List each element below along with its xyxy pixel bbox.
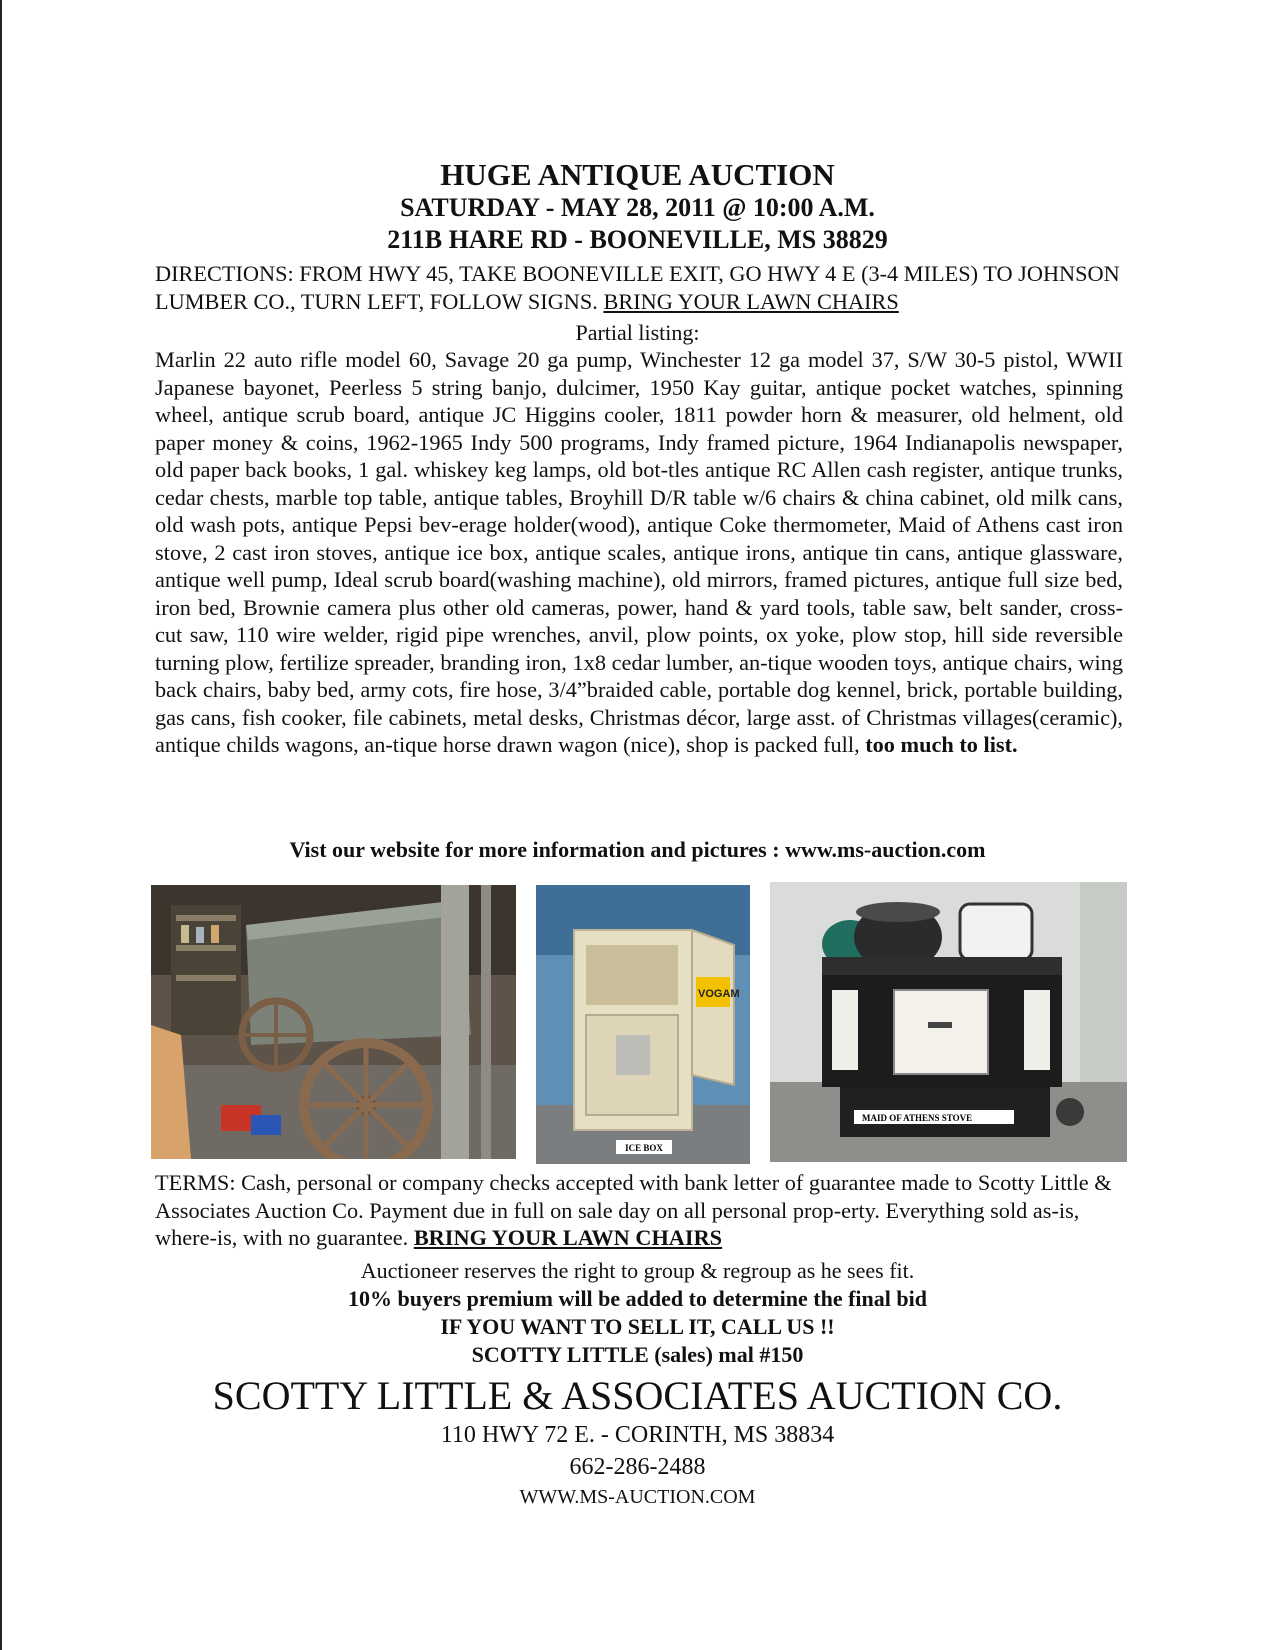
auctioneer-reserve-note: Auctioneer reserves the right to group & regroup as he sees fit. — [360, 1258, 915, 1283]
partial-listing-heading: Partial listing: — [575, 320, 700, 345]
sell-call-us: IF YOU WANT TO SELL IT, CALL US !! — [440, 1314, 835, 1339]
company-name: SCOTTY LITTLE & ASSOCIATES AUCTION CO. — [212, 1373, 1063, 1418]
wagon-photo — [151, 885, 516, 1159]
icebox-photo — [536, 885, 750, 1164]
company-website: WWW.MS-AUCTION.COM — [519, 1486, 756, 1508]
sales-contact: SCOTTY LITTLE (sales) mal #150 — [471, 1342, 804, 1367]
icebox-sign-text: VOGAM — [698, 988, 740, 1000]
terms-bring-chairs: BRING YOUR LAWN CHAIRS — [413, 1225, 723, 1250]
company-phone: 662-286-2488 — [569, 1454, 706, 1480]
item-listing-text: Marlin 22 auto rifle model 60, Savage 20 ga pump, Winchester 12 ga model 37, S/W 30-5 pistol, WWII Japanese bayonet, Peerless 5 string banjo, dulcimer, 1950 Kay guitar, antique pocket watches, spinning wheel, antique scrub board, antique JC Higgins cooler, 1811 powder horn & measurer, old helment, old paper money & coins, 1962-1965 Indy 500 programs, Indy framed picture, 1964 Indianapolis newspaper, old paper back books, 1 gal. whiskey keg lamps, old bot-tles antique RC Allen cash register, antique trunks, cedar chests, marble top table, antique tables, Broyhill D/R table w/6 chairs & china cabinet, old milk cans, old wash pots, antique Pepsi bev-erage holder(wood), antique Coke thermometer, Maid of Athens cast iron stove, 2 cast iron stoves, antique ice box, antique scales, antique irons, antique tin cans, antique glassware, antique well pump, Ideal scrub board(washing machine), old mirrors, framed pictures, antique full size bed, iron bed, Brownie camera plus other old cameras, power, hand & yard tools, table saw, belt sander, cross-cut saw, 110 wire welder, rigid pipe wrenches, anvil, plow points, ox yoke, plow stop, hill side reversible turning plow, fertilize spreader, branding iron, 1x8 cedar lumber, an-tique wooden toys, antique chairs, wing back chairs, baby bed, army cots, fire hose, 3/4”braided cable, portable dog kennel, brick, portable building, gas cans, fish cooker, file cabinets, metal desks, Christmas décor, large asst. of Christmas villages(ceramic), antique childs wagons, an-tique horse drawn wagon (nice), shop is packed full, — [155, 347, 1123, 757]
auction-address: 211B HARE RD - BOONEVILLE, MS 38829 — [387, 225, 888, 254]
item-listing — [155, 346, 1123, 759]
company-address: 110 HWY 72 E. - CORINTH, MS 38834 — [440, 1422, 835, 1448]
icebox-label: ICE BOX — [625, 1143, 663, 1153]
too-much-to-list: too much to list. — [865, 732, 1018, 757]
website-line: Vist our website for more information and pictures : www.ms-auction.com — [289, 837, 986, 862]
terms — [155, 1169, 1123, 1252]
stove-photo — [770, 882, 1127, 1162]
auction-title: HUGE ANTIQUE AUCTION — [440, 157, 835, 192]
directions-text: DIRECTIONS: FROM HWY 45, TAKE BOONEVILLE EXIT, GO HWY 4 E (3-4 MILES) TO JOHNSON LUMBER CO., TURN LEFT, FOLLOW SIGNS. — [155, 261, 1120, 314]
directions — [155, 260, 1123, 315]
buyers-premium-note: 10% buyers premium will be added to determine the final bid — [348, 1286, 927, 1311]
stove-label: MAID OF ATHENS STOVE — [862, 1113, 973, 1123]
bring-chairs-note: BRING YOUR LAWN CHAIRS — [603, 288, 899, 314]
terms-text: TERMS: Cash, personal or company checks accepted with bank letter of guarantee made to Scotty Little & Associates Auction Co. Payment due in full on sale day on all personal prop-erty. Everything sold as-is, where-is, with no guarantee. — [155, 1170, 1112, 1250]
auction-date: SATURDAY - MAY 28, 2011 @ 10:00 A.M. — [400, 193, 875, 222]
